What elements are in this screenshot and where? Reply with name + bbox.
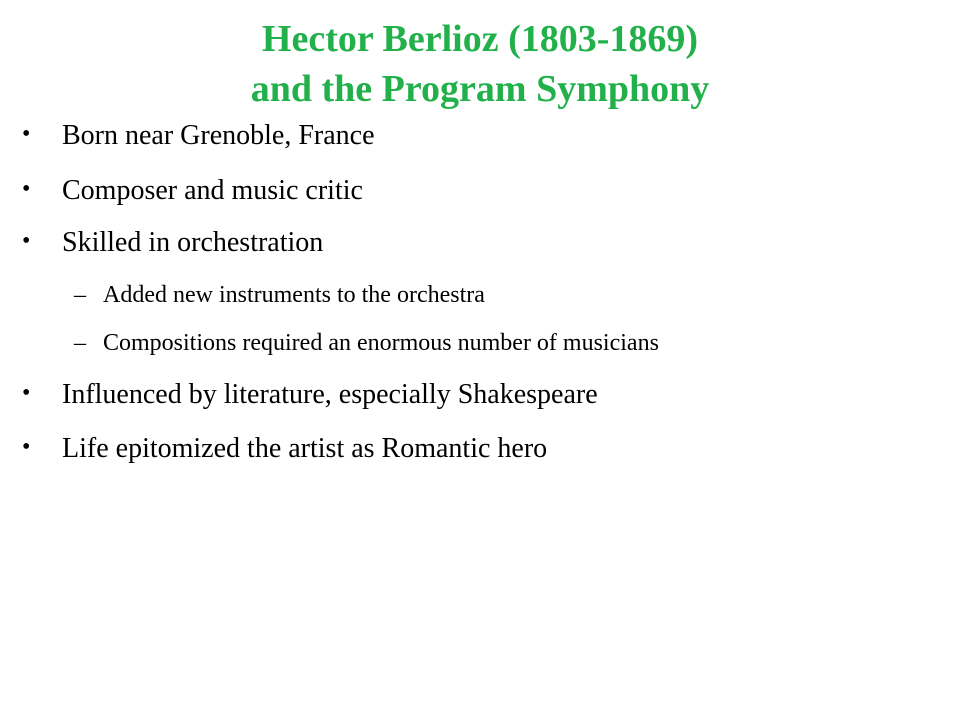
bullet-text: Composer and music critic (62, 175, 363, 206)
sub-bullet-text: Added new instruments to the orchestra (103, 282, 485, 308)
bullet-text: Influenced by literature, especially Shakespeare (62, 379, 598, 410)
bullet-marker: • (22, 434, 31, 460)
bullet-marker: • (22, 176, 31, 202)
title-line-1: Hector Berlioz (1803-1869) (261, 18, 699, 60)
bullet-marker: • (22, 121, 31, 147)
sub-bullet-text: Compositions required an enormous number of musicians (103, 330, 659, 356)
bullet-text: Skilled in orchestration (62, 227, 324, 258)
title-line-2: and the Program Symphony (250, 68, 710, 110)
bullet-text: Life epitomized the artist as Romantic hero (62, 433, 548, 464)
bullet-text: Born near Grenoble, France (62, 120, 375, 151)
bullet-marker: • (22, 228, 31, 254)
sub-bullet-marker: – (74, 330, 86, 356)
sub-bullet-marker: – (74, 282, 86, 308)
bullet-marker: • (22, 380, 31, 406)
